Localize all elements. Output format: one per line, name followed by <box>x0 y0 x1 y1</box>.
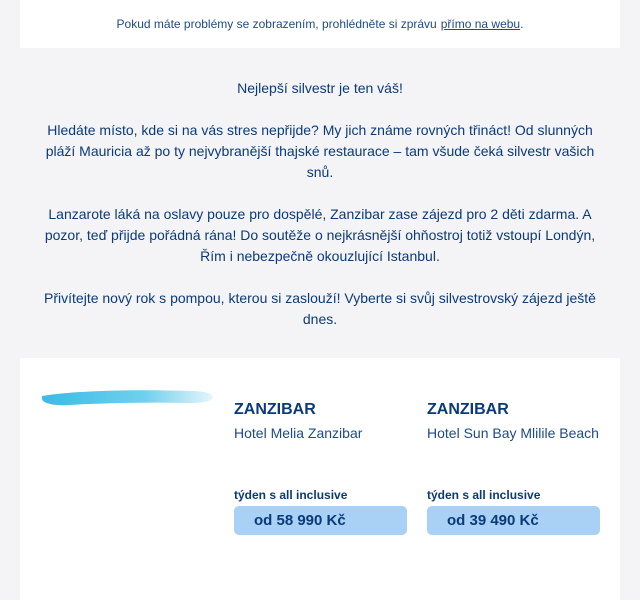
offer-card[interactable] <box>234 400 407 529</box>
intro-paragraph-1: Hledáte místo, kde si na vás stres nepřijde? My jich známe rovných třináct! Od slunných pláží Mauricia až po ty nejvybranější thajské restaurace – tam všude čeká silvestr vašich snů. <box>45 122 595 180</box>
intro-section <box>20 48 620 358</box>
offers-section <box>20 358 620 600</box>
offer-card[interactable] <box>427 400 600 529</box>
notice-text: Pokud máte problémy se zobrazením, prohlédněte si zprávu <box>116 17 437 31</box>
offer-hotel: Hotel Melia Zanzibar <box>234 425 363 441</box>
intro-paragraph-3: Přivítejte nový rok s pompou, kterou si zaslouží! Vyberte si svůj silvestrovský zájezd ještě dnes. <box>44 290 596 327</box>
offer-hotel: Hotel Sun Bay Mlilile Beach <box>427 425 599 441</box>
offer-price-button[interactable]: od 39 490 Kč <box>427 506 600 535</box>
intro-paragraph-2: Lanzarote láká na oslavy pouze pro dospělé, Zanzibar zase zájezd pro 2 děti zdarma. A pozor, teď přijde pořádná rána! Do soutěže o nejkrásnější ohňostroj totiž vstoupí Londýn, Řím i nebezpečně okouzlující Istanbul. <box>44 206 596 264</box>
view-on-web-link[interactable]: přímo na webu <box>440 17 521 31</box>
offer-price-button[interactable]: od 58 990 Kč <box>234 506 407 535</box>
offer-note: týden s all inclusive <box>427 488 541 502</box>
offer-note: týden s all inclusive <box>234 488 348 502</box>
view-online-notice <box>20 0 620 48</box>
brush-stroke-decoration <box>40 389 214 407</box>
notice-end: . <box>520 17 524 31</box>
intro-headline: Nejlepší silvestr je ten váš! <box>237 80 403 96</box>
offer-destination: ZANZIBAR <box>427 401 509 418</box>
offer-destination: ZANZIBAR <box>234 401 316 418</box>
